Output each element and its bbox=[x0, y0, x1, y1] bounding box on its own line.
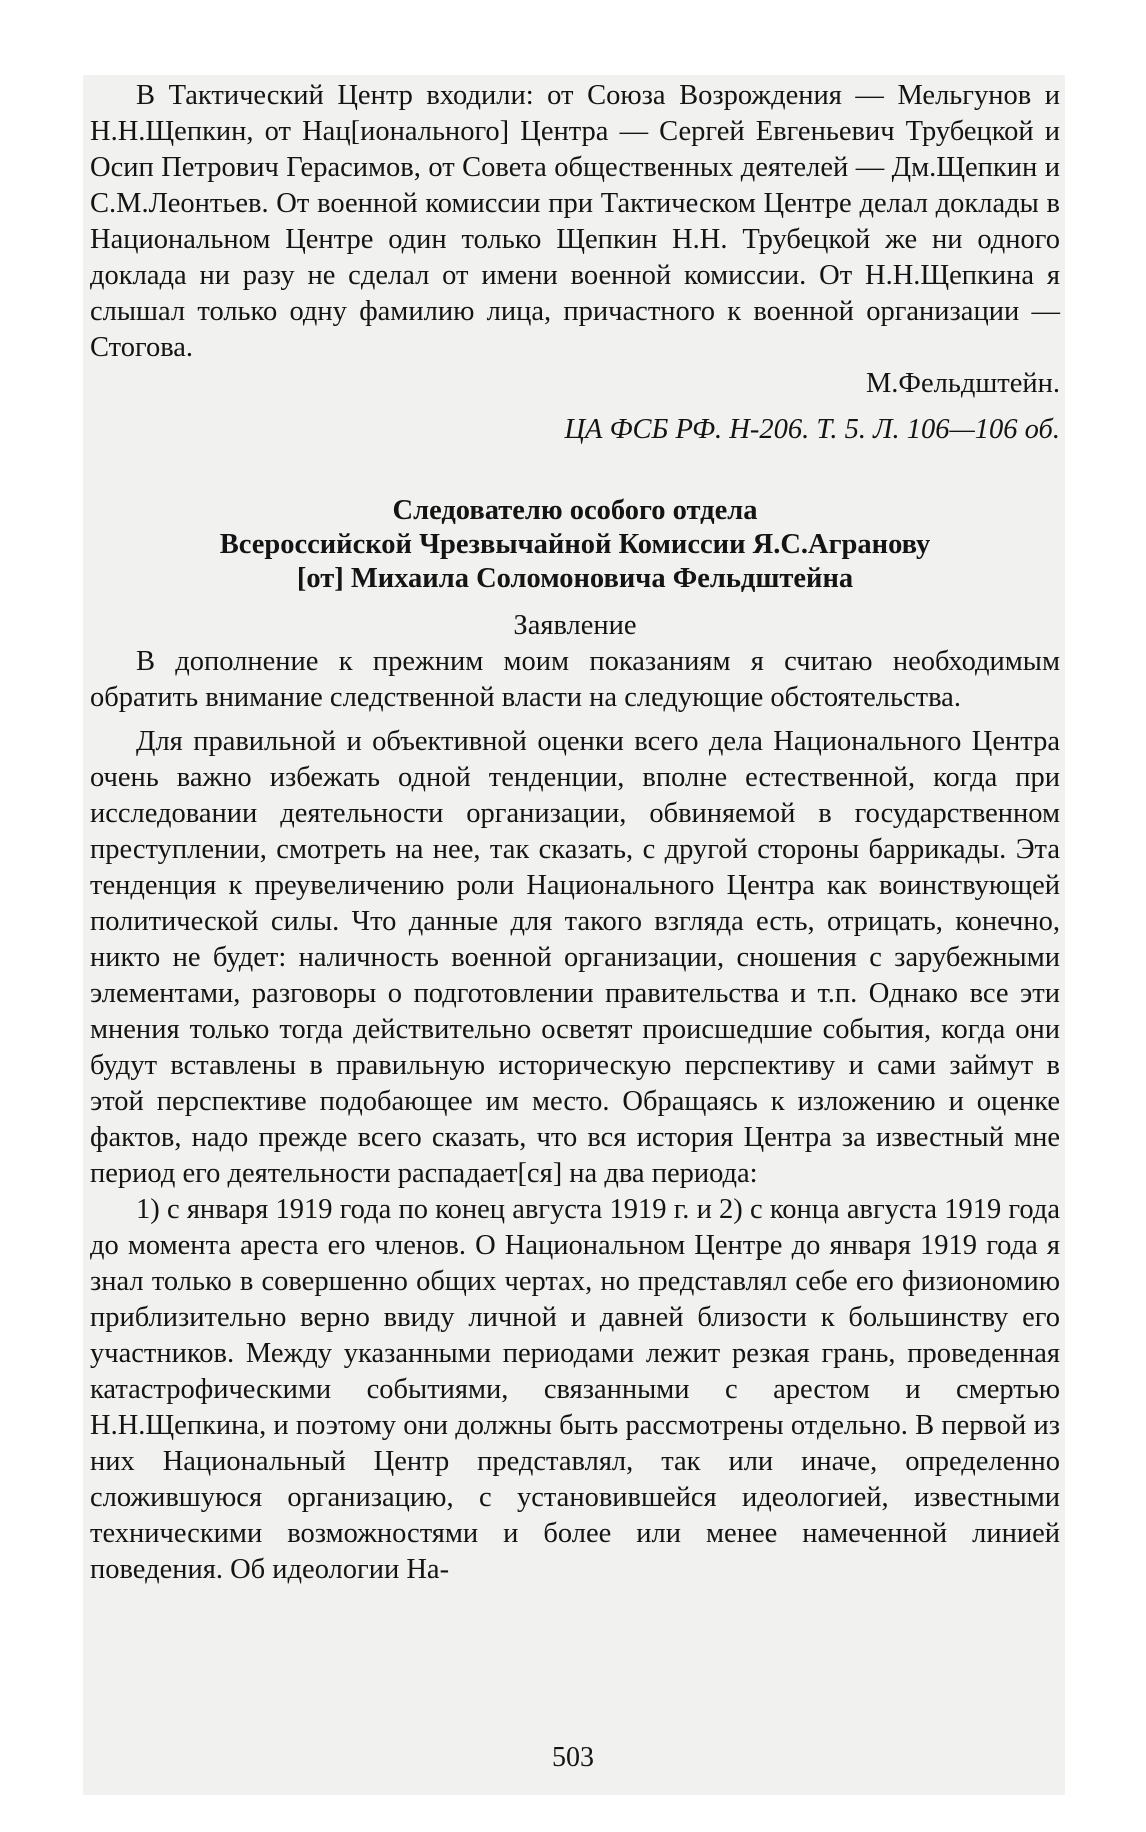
statement-title: Заявление bbox=[513, 610, 637, 641]
archive-reference: ЦА ФСБ РФ. Н-206. Т. 5. Л. 106—106 об. bbox=[564, 414, 1060, 445]
paragraph-1: В дополнение к прежним моим показаниям я считаю необходимым обратить внимание следственной власти на следующие обстоятельства. bbox=[90, 646, 1060, 713]
paragraph-2: Для правильной и объективной оценки всего дела Национального Центра очень важно избежать одной тенденции, вполне естественной, когда при исследовании деятельности организации, обвиняемой в государственном преступлении, смотреть на нее, так сказать, с другой стороны баррикады. Эта тенденция к преувеличению роли Национального Центра как воинствующей политической силы. Что данные для такого взгляда есть, отрицать, конечно, никто не будет: наличность военной организации, сношения с зарубежными элементами, разговоры о подготовлении правительства и т.п. Однако все эти мнения только тогда действительно осветят происшедшие события, когда они будут вставлены в правильную историческую перспективу и сами займут в этой перспективе подобающее им место. Обращаясь к изложению и оценке фактов, надо прежде всего сказать, что вся история Центра за известный мне период его деятельности распадает[ся] на два периода: bbox=[90, 726, 1060, 1189]
page-text bbox=[90, 78, 1060, 1588]
address-line-1: Следователю особого отдела bbox=[392, 495, 758, 526]
address-line-2: Всероссийской Чрезвычайной Комиссии Я.С.Агранову bbox=[219, 529, 931, 560]
page-number: 503 bbox=[552, 1742, 594, 1773]
signature: М.Фельдштейн. bbox=[865, 368, 1060, 399]
address-block bbox=[90, 494, 1060, 596]
intro-paragraph: В Тактический Центр входили: от Союза Возрождения — Мельгунов и Н.Н.Щепкин, от Нац[ионального] Центра — Сергей Евгеньевич Трубецкой и Осип Петрович Герасимов, от Совета общественных деятелей — Дм.Щепкин и С.М.Леонтьев. От военной комиссии при Тактическом Центре делал доклады в Национальном Центре один только Щепкин Н.Н. Трубецкой же ни одного доклада ни разу не сделал от имени военной комиссии. От Н.Н.Щепкина я слышал только одну фамилию лица, причастного к военной организации — Стогова. bbox=[90, 80, 1060, 363]
paragraph-3: 1) с января 1919 года по конец августа 1919 г. и 2) с конца августа 1919 года до момента ареста его членов. О Национальном Центре до января 1919 года я знал только в совершенно общих чертах, но представлял себе его физиономию приблизительно верно ввиду личной и давней близости к большинству его участников. Между указанными периодами лежит резкая грань, проведенная катастрофическими событиями, связанными с арестом и смертью Н.Н.Щепкина, и поэтому они должны быть рассмотрены отдельно. В первой из них Национальный Центр представлял, так или иначе, определенно сложившуюся организацию, с установившейся идеологией, известными техническими возможностями и более или менее намеченной линией поведения. Об идеологии На- bbox=[90, 1194, 1060, 1585]
address-line-3: [от] Михаила Соломоновича Фельдштейна bbox=[296, 563, 854, 594]
